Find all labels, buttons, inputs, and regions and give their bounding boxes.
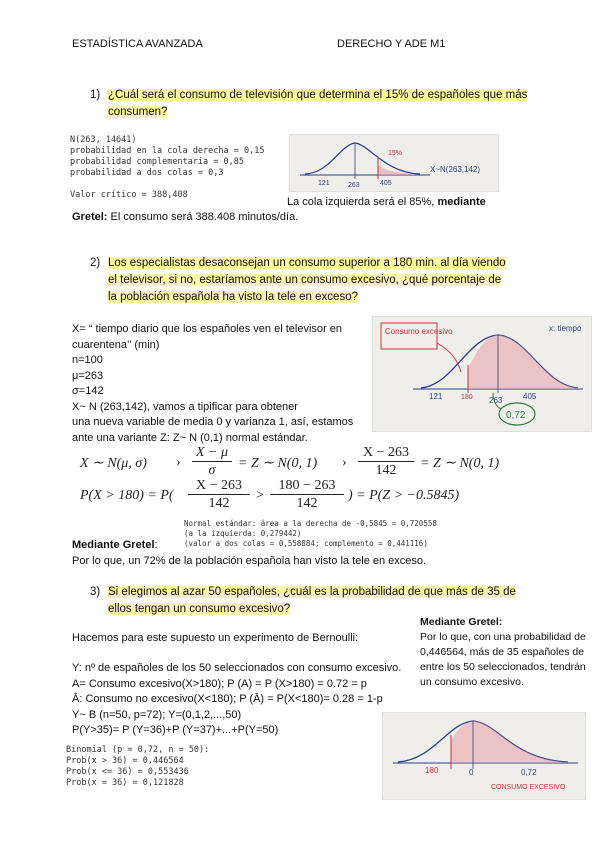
normal-curve-sketch — [290, 135, 498, 191]
q2-sketch-photo — [372, 316, 592, 432]
gretl-line — [70, 179, 285, 190]
q2-answer-bold: Mediante Gretel — [72, 539, 155, 551]
definition-line: σ=142 — [72, 385, 104, 397]
q2-number: 2) — [90, 257, 101, 269]
eq2-n1: X − 263 — [188, 478, 250, 495]
eq1-frac2-num: X − 263 — [358, 445, 414, 462]
definition-line: μ=263 — [72, 369, 104, 382]
q1-sketch-photo — [289, 134, 499, 192]
eq1-frac1-num: X − μ — [192, 445, 232, 462]
q3-definition — [72, 661, 417, 739]
header-right: DERECHO Y ADE M1 — [337, 38, 446, 50]
q3-line: Y: nº de españoles de los 50 seleccionados con consumo excesivo. — [72, 662, 402, 674]
gretl-line: Binomial (p = 0,72, n = 50): — [66, 745, 210, 755]
eq1-arrow-2: › — [342, 455, 347, 470]
eq1-frac1-den: σ — [208, 463, 216, 478]
tick-label: 0 — [469, 768, 474, 777]
tick-label: 405 — [380, 180, 392, 187]
definition-line: ante una variante Z: Z~ N (0,1) normal estándar. — [72, 431, 308, 444]
tick-label: 121 — [318, 180, 330, 187]
tick-label: 263 — [489, 396, 503, 405]
q3-side-line: 0,446564, más de 35 españoles de — [420, 646, 585, 658]
dist-label: X~N(263,142) — [430, 165, 481, 174]
q2-definition — [72, 322, 372, 446]
eq2-n2: 180 − 263 — [270, 478, 344, 495]
bell-curve — [305, 143, 420, 174]
q1-answer — [72, 210, 298, 226]
definition-line: X~ N (263,142), vamos a tipificar para obtener — [72, 400, 298, 413]
q1-number: 1) — [90, 89, 101, 101]
q2-line: el televisor, si no, estaríamos ante un consumo excesivo, ¿qué porcentaje de — [108, 274, 502, 286]
q2-answer-colon: : — [154, 539, 158, 551]
gretl-line: probabilidad a dos colas = 0,3 — [70, 168, 224, 178]
tick-label: 405 — [523, 392, 537, 401]
q3-gretl-output — [66, 745, 286, 789]
eq2-gt: > — [256, 488, 264, 503]
q2-gretl-output — [184, 519, 484, 549]
gretl-line: Prob(x <= 36) = 0,553436 — [66, 767, 189, 777]
right-tail-shade — [378, 165, 415, 175]
gretl-line: Valor crítico = 388,408 — [70, 190, 188, 200]
tick-label: 263 — [348, 182, 360, 189]
q1-caption-bold: mediante — [437, 196, 486, 208]
q3-sketch-photo — [382, 712, 586, 800]
result-value: 0,72 — [506, 410, 526, 421]
q3-intro: Hacemos para este supuesto un experimento de Bernoulli: — [72, 632, 359, 644]
gretl-line: (a la izquierda: 0,279442) — [184, 529, 302, 538]
gretl-line: Prob(x = 36) = 0,121828 — [66, 778, 184, 788]
eq2-d2: 142 — [296, 496, 318, 511]
q2-line: Los especialistas desaconsejan un consumo superior a 180 min. al día viendo — [108, 257, 506, 269]
gretl-line: (valor a dos colas = 0,558884; complemento = 0,441116) — [184, 539, 428, 548]
eq2-end: ) = P(Z > −0.5845) — [348, 488, 460, 503]
eq1-frac2-den: 142 — [375, 463, 397, 478]
eq1-mid: = Z ∼ N(0, 1) — [238, 456, 318, 471]
excess-label: CONSUMO EXCESIVO — [491, 784, 566, 791]
header-left: ESTADÍSTICA AVANZADA — [72, 38, 203, 50]
q2-answer-title — [72, 538, 158, 554]
gretl-line: probabilidad complementaria = 0,85 — [70, 157, 244, 167]
q3-number: 3) — [90, 586, 101, 598]
q3-line: P(Y>35)= P (Y=36)+P (Y=37)+...+P(Y=50) — [72, 724, 279, 736]
xlabel: x: tiempo — [549, 324, 582, 333]
q1-caption — [287, 195, 486, 211]
excess-consumption-sketch — [373, 317, 591, 431]
tick-label: 121 — [429, 392, 443, 401]
tick-label: 0,72 — [521, 768, 537, 777]
q3-side-title: Mediante Gretel: — [420, 616, 503, 628]
q1-answer-text: El consumo será 388.408 minutos/día. — [107, 211, 299, 223]
q3-line1: Si elegimos al azar 50 españoles, ¿cuál es la probabilidad de que más de 35 de — [108, 586, 516, 598]
q3-line: Ā: Consumo no excesivo(X<180); P (Ā) = P(X<180)= 0.28 = 1-p — [72, 693, 383, 705]
q1-gretl-output — [70, 135, 285, 201]
eq1-a: X ∼ N(μ, σ) — [80, 456, 147, 471]
shaded-area — [468, 335, 578, 389]
q3-side-line: un consumo excesivo. — [420, 676, 524, 688]
eq2-a: P(X > 180) = P( — [80, 488, 174, 503]
definition-line: una nueva variable de media 0 y varianza 1, así, estamos — [72, 416, 354, 428]
shaded-area — [451, 721, 568, 763]
definition-line: cuarentena’’ (min) — [72, 338, 160, 351]
q3-line2: ellos tengan un consumo excesivo? — [108, 603, 291, 615]
tick-label: 180 — [425, 766, 439, 775]
excess-box-label: Consumo excesivo — [385, 327, 453, 336]
q3-side-line: entre los 50 seleccionados, tendrán — [420, 661, 586, 673]
q3-side-note — [420, 615, 590, 690]
q3-side-line: Por lo que, con una probabilidad de — [420, 631, 586, 643]
q2-question — [108, 255, 538, 306]
definition-line: X= “ tiempo diario que los españoles ven el televisor en — [72, 323, 342, 335]
q2-line: la población española ha visto la tele en exceso? — [108, 291, 358, 303]
q3-question — [108, 584, 528, 618]
eq1-end: = Z ∼ N(0, 1) — [420, 456, 500, 471]
q1-answer-bold: Gretel: — [72, 211, 108, 223]
pointer-arrow — [437, 343, 461, 372]
gretl-line: Normal estándar: área a la derecha de -0,5845 = 0,720558 — [184, 519, 437, 528]
q3-line: Y~ B (n=50, p=72); Y=(0,1,2,...,50) — [72, 708, 242, 721]
gretl-line: Prob(x > 36) = 0,446564 — [66, 756, 184, 766]
pct-label: 15% — [388, 150, 403, 157]
eq1-arrow: › — [176, 455, 181, 470]
q1-line2: consumen? — [108, 106, 168, 118]
q1-line1: ¿Cuál será el consumo de televisión que determina el 15% de españoles que más — [108, 89, 528, 101]
eq2-d1: 142 — [208, 496, 230, 511]
definition-line: n=100 — [72, 354, 103, 366]
equation-standardize — [80, 445, 550, 481]
q1-caption-text: La cola izquierda será el 85%, — [287, 196, 438, 208]
tick-label: 180 — [461, 394, 473, 401]
q3-line: A= Consumo excesivo(X>180); P (A) = P (X>180) = 0.72 = p — [72, 677, 367, 690]
binomial-excess-sketch — [383, 713, 585, 799]
gretl-line: N(263, 14641) — [70, 135, 137, 145]
q2-answer-text: Por lo que, un 72% de la población española han visto la tele en exceso. — [72, 555, 427, 567]
equation-probability — [80, 478, 560, 514]
q1-question — [108, 87, 528, 121]
gretl-line: probabilidad en la cola derecha = 0,15 — [70, 146, 265, 156]
